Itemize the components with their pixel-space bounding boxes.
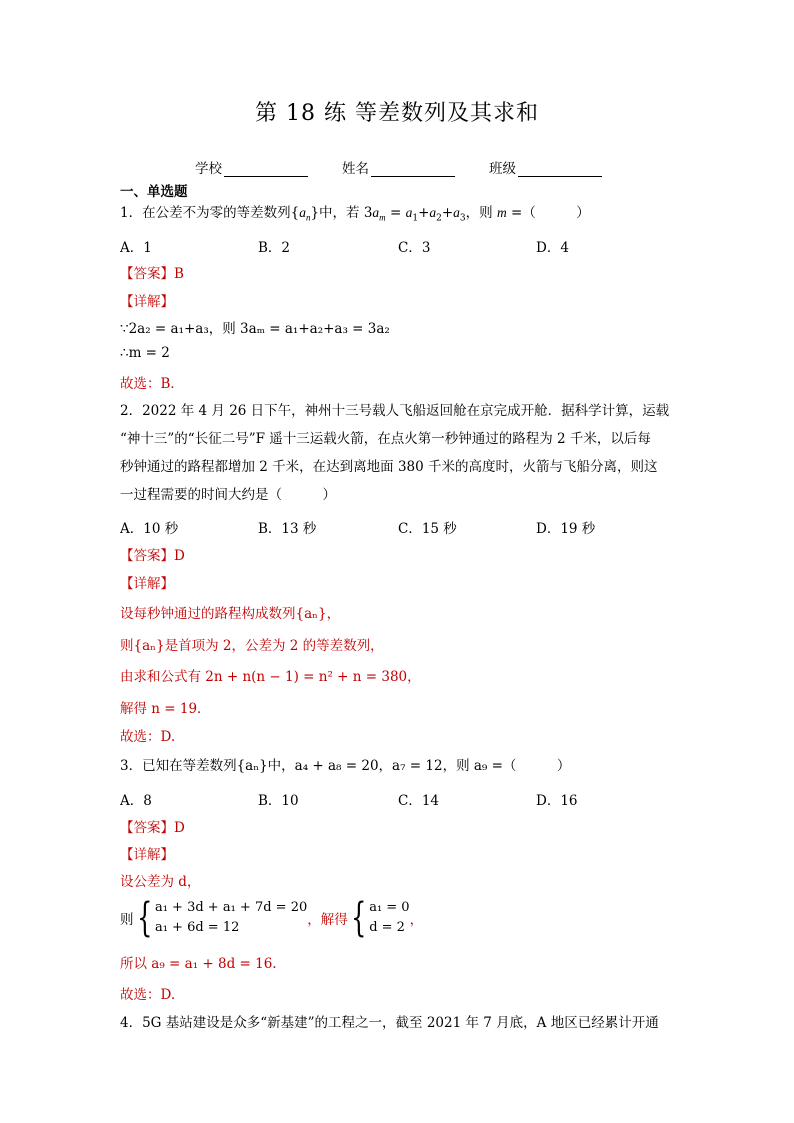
option-c[interactable]: C．14 <box>398 793 440 809</box>
q2-solution-line3: 由求和公式有 2n + n(n − 1) = n² + n = 380， <box>120 669 421 685</box>
system-rows: a₁ + 3d + a₁ + 7d = 20 a₁ + 6d = 12 <box>154 900 308 935</box>
option-c[interactable]: C．15 秒 <box>398 521 457 537</box>
left-brace-icon: { <box>136 895 152 941</box>
name-field[interactable]: 姓名 <box>342 157 455 177</box>
q2-stem-line2: “神十三”的“长征二号”F 遥十三运载火箭，在点火第一秒钟通过的路程为 2 千米，以后每 <box>120 431 651 447</box>
school-field[interactable]: 学校 <box>195 157 308 177</box>
option-d[interactable]: D．19 秒 <box>536 521 596 537</box>
option-a[interactable]: A．10 秒 <box>120 521 179 537</box>
option-c[interactable]: C．3 <box>398 240 431 256</box>
option-d[interactable]: D．16 <box>536 793 578 809</box>
solution-rows: a₁ = 0 d = 2 <box>369 900 410 935</box>
q2-answer: 【答案】D <box>120 548 185 564</box>
q2-solution-line1: 设每秒钟通过的路程构成数列{aₙ}， <box>120 606 341 622</box>
q2-solution-line4: 解得 n = 19． <box>120 701 211 717</box>
q1-conclusion: 故选：B． <box>120 376 184 392</box>
q3-detail-label: 【详解】 <box>120 847 174 863</box>
option-a[interactable]: A．8 <box>120 793 152 809</box>
q1-detail-label: 【详解】 <box>120 294 174 310</box>
q1-solution-line1: ∵2a₂ = a₁+a₃，则 3aₘ = a₁+a₂+a₃ = 3a₂ <box>120 321 390 337</box>
q1-answer: 【答案】B <box>120 266 184 282</box>
option-b[interactable]: B．10 <box>258 793 299 809</box>
option-b[interactable]: B．13 秒 <box>258 521 317 537</box>
page-title: 第 18 练 等差数列及其求和 <box>255 101 539 126</box>
q2-stem-line3: 秒钟通过的路程都增加 2 千米，在达到离地面 380 千米的高度时，火箭与飞船分离，则这 <box>120 459 658 475</box>
q2-solution-line2: 则{aₙ}是首项为 2，公差为 2 的等差数列， <box>120 638 384 654</box>
student-info-row <box>195 157 602 177</box>
q2-detail-label: 【详解】 <box>120 576 174 592</box>
left-brace-icon: { <box>350 895 367 941</box>
q3-solution-line2: 所以 a₉ = a₁ + 8d = 16. <box>120 956 277 972</box>
q1-stem: 1．在公差不为零的等差数列$\{a_n\}$中，若 $3a_m = a_1+a_2+a_3$，则 m =（ ） <box>120 205 590 224</box>
section-heading: 一、单选题 <box>120 184 188 200</box>
q3-conclusion: 故选：D. <box>120 987 176 1003</box>
q2-stem-line4: 一过程需要的时间大约是（ ） <box>120 487 336 503</box>
option-b[interactable]: B．2 <box>258 240 291 256</box>
q3-solution-line1: 设公差为 d， <box>120 874 201 890</box>
q3-answer: 【答案】D <box>120 820 185 836</box>
q3-equation-system: 则 { a₁ + 3d + a₁ + 7d = 20 a₁ + 6d = 12 ，解得 { a₁ = 0 d = 2 ， <box>120 895 424 941</box>
q3-stem: 3．已知在等差数列{aₙ}中，a₄ + a₈ = 20，a₇ = 12，则 a₉ =（ ） <box>120 758 571 774</box>
q2-stem-line1: 2．2022 年 4 月 26 日下午，神州十三号载人飞船返回舱在京完成开舱．据科学计算，运载 <box>120 403 670 419</box>
option-a[interactable]: A．1 <box>120 240 152 256</box>
q2-conclusion: 故选：D. <box>120 729 176 745</box>
option-d[interactable]: D．4 <box>536 240 569 256</box>
q4-stem-line1: 4．5G 基站建设是众多“新基建”的工程之一，截至 2021 年 7 月底，A 地区已经累计开通 <box>120 1015 659 1031</box>
class-field[interactable]: 班级 <box>489 157 602 177</box>
q1-solution-line2: ∴m = 2 <box>120 345 170 361</box>
